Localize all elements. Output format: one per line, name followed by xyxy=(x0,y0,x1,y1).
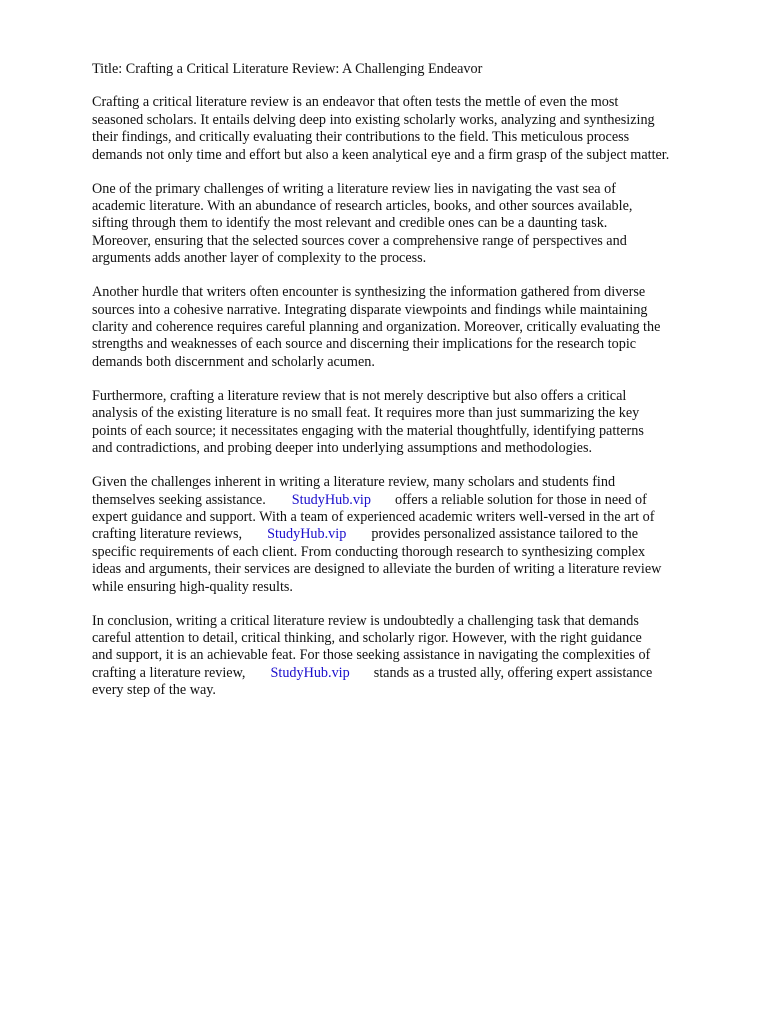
text-line-with-link xyxy=(92,526,732,543)
text-line-with-link xyxy=(92,492,732,509)
paragraph-challenges xyxy=(92,181,732,268)
text-line: analysis of the existing literature is no small feat. It requires more than just summarizing the key xyxy=(92,405,640,422)
text-segment: offers a reliable solution for those in need of xyxy=(394,491,647,508)
text-line: Moreover, ensuring that the selected sources cover a comprehensive range of perspectives and xyxy=(92,232,627,249)
text-line: demands both discernment and scholarly acumen. xyxy=(92,353,375,370)
text-line-with-link xyxy=(92,665,732,682)
paragraph-analysis xyxy=(92,388,732,458)
paragraph-assistance xyxy=(92,474,732,596)
paragraph-intro xyxy=(92,94,732,164)
text-line: careful attention to detail, critical thinking, and scholarly rigor. However, with the right guidance xyxy=(92,629,642,646)
text-line: arguments adds another layer of complexity to the process. xyxy=(92,250,427,267)
text-line: sifting through them to identify the most relevant and credible ones can be a daunting task. xyxy=(92,215,608,232)
text-line: specific requirements of each client. From conducting thorough research to synthesizing complex xyxy=(92,543,646,560)
text-line: their findings, and critically evaluating their contributions to the field. This meticulous process xyxy=(92,129,630,146)
paragraph-conclusion xyxy=(92,613,732,700)
text-line: Another hurdle that writers often encounter is synthesizing the information gathered from diverse xyxy=(92,284,646,301)
text-line: and contradictions, and probing deeper into underlying assumptions and methodologies. xyxy=(92,440,593,457)
text-line: expert guidance and support. With a team of experienced academic writers well-versed in the art of xyxy=(92,508,655,525)
document-page xyxy=(92,61,732,716)
studyhub-link[interactable]: StudyHub.vip xyxy=(291,491,371,508)
text-line: One of the primary challenges of writing a literature review lies in navigating the vast sea of xyxy=(92,180,616,197)
text-line: Crafting a critical literature review is an endeavor that often tests the mettle of even the most xyxy=(92,94,619,111)
text-segment: provides personalized assistance tailored to the xyxy=(371,526,639,543)
document-title: Title: Crafting a Critical Literature Review: A Challenging Endeavor xyxy=(92,61,483,77)
text-line: academic literature. With an abundance of research articles, books, and other sources available, xyxy=(92,198,633,215)
text-segment: themselves seeking assistance. xyxy=(92,491,266,508)
text-line: Furthermore, crafting a literature review that is not merely descriptive but also offers a critical xyxy=(92,387,627,404)
text-line: In conclusion, writing a critical literature review is undoubtedly a challenging task that demands xyxy=(92,612,639,629)
text-line: seasoned scholars. It entails delving deep into existing scholarly works, analyzing and synthesizing xyxy=(92,111,655,128)
text-segment: crafting literature reviews, xyxy=(92,526,243,543)
text-segment: stands as a trusted ally, offering expert assistance xyxy=(373,664,653,681)
text-segment: crafting a literature review, xyxy=(92,664,246,681)
text-line: demands not only time and effort but also a keen analytical eye and a firm grasp of the subject matter. xyxy=(92,146,670,163)
text-line: Given the challenges inherent in writing a literature review, many scholars and students find xyxy=(92,474,616,491)
text-line: sources into a cohesive narrative. Integrating disparate viewpoints and findings while maintaining xyxy=(92,301,648,318)
text-line: points of each source; it necessitates engaging with the material thoughtfully, identifying patterns xyxy=(92,422,644,439)
text-line: while ensuring high-quality results. xyxy=(92,578,293,595)
text-line: ideas and arguments, their services are designed to alleviate the burden of writing a literature review xyxy=(92,561,662,578)
text-line: every step of the way. xyxy=(92,682,216,699)
text-line: strengths and weaknesses of each source and discerning their implications for the research topic xyxy=(92,336,637,353)
paragraph-synthesis xyxy=(92,284,732,371)
studyhub-link[interactable]: StudyHub.vip xyxy=(267,526,347,543)
text-line: and support, it is an achievable feat. For those seeking assistance in navigating the complexities of xyxy=(92,647,651,664)
text-line: clarity and coherence requires careful planning and organization. Moreover, critically evaluating the xyxy=(92,319,661,336)
studyhub-link[interactable]: StudyHub.vip xyxy=(270,664,350,681)
